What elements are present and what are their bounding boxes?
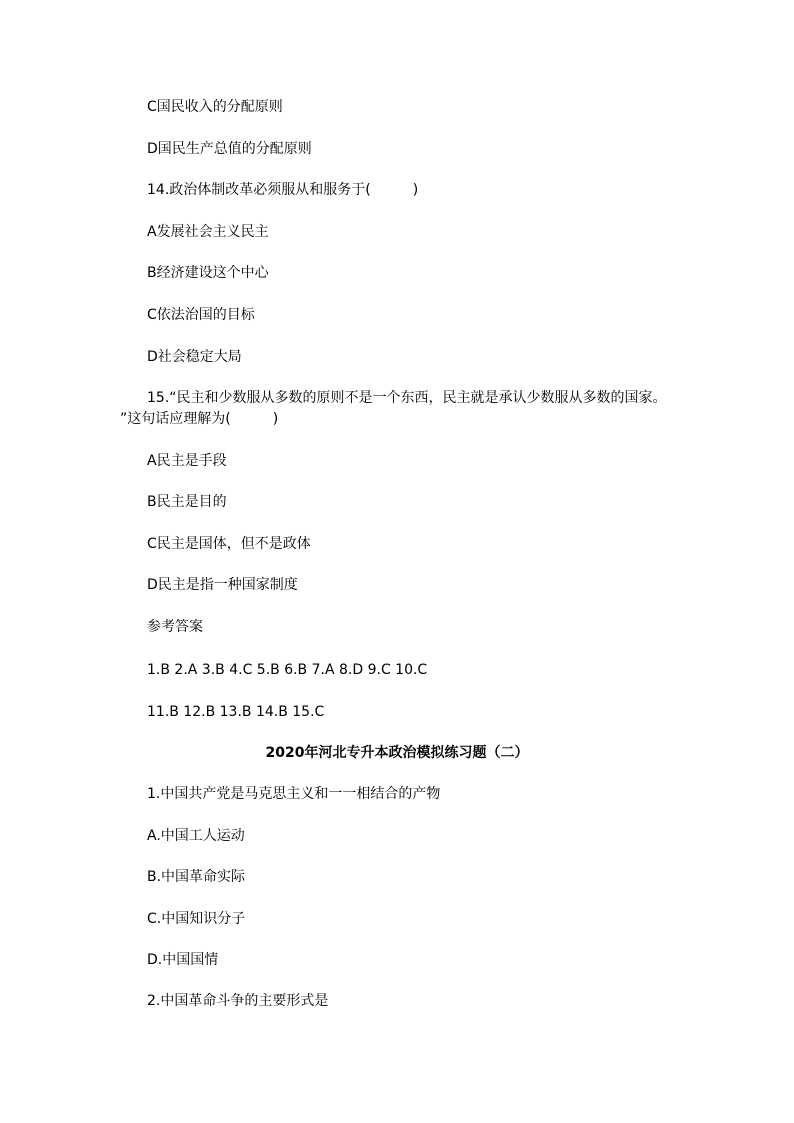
answer-key-line: 11.B 12.B 13.B 14.B 15.C (147, 704, 325, 720)
option-line: C国民收入的分配原则 (147, 99, 283, 115)
option-line: A民主是手段 (147, 453, 227, 469)
answer-key-line: 1.B 2.A 3.B 4.C 5.B 6.B 7.A 8.D 9.C 10.C (147, 662, 428, 678)
option-line: B民主是目的 (147, 494, 227, 510)
question-line: 2.中国革命斗争的主要形式是 (147, 993, 329, 1009)
question-line-continuation: ”这句话应理解为( ) (120, 411, 279, 427)
option-line: A发展社会主义民主 (147, 224, 269, 240)
answer-key-label: 参考答案 (147, 619, 203, 635)
option-line: C.中国知识分子 (147, 911, 246, 927)
question-line: 14.政治体制改革必须服从和服务于( ) (147, 182, 419, 198)
option-line: B.中国革命实际 (147, 869, 246, 885)
section-title: 2020年河北专升本政治模拟练习题（二） (265, 745, 529, 761)
question-line: 1.中国共产党是马克思主义和一一相结合的产物 (147, 786, 441, 802)
question-line: 15.“民主和少数服从多数的原则不是一个东西，民主就是承认少数服从多数的国家。 (147, 390, 667, 406)
option-line: A.中国工人运动 (147, 828, 245, 844)
option-line: C依法治国的目标 (147, 307, 255, 323)
option-line: D社会稳定大局 (147, 349, 242, 365)
option-line: C民主是国体，但不是政体 (147, 536, 311, 552)
option-line: B经济建设这个中心 (147, 265, 269, 281)
option-line: D民主是指一种国家制度 (147, 577, 298, 593)
option-line: D.中国国情 (147, 952, 219, 968)
option-line: D国民生产总值的分配原则 (147, 141, 312, 157)
